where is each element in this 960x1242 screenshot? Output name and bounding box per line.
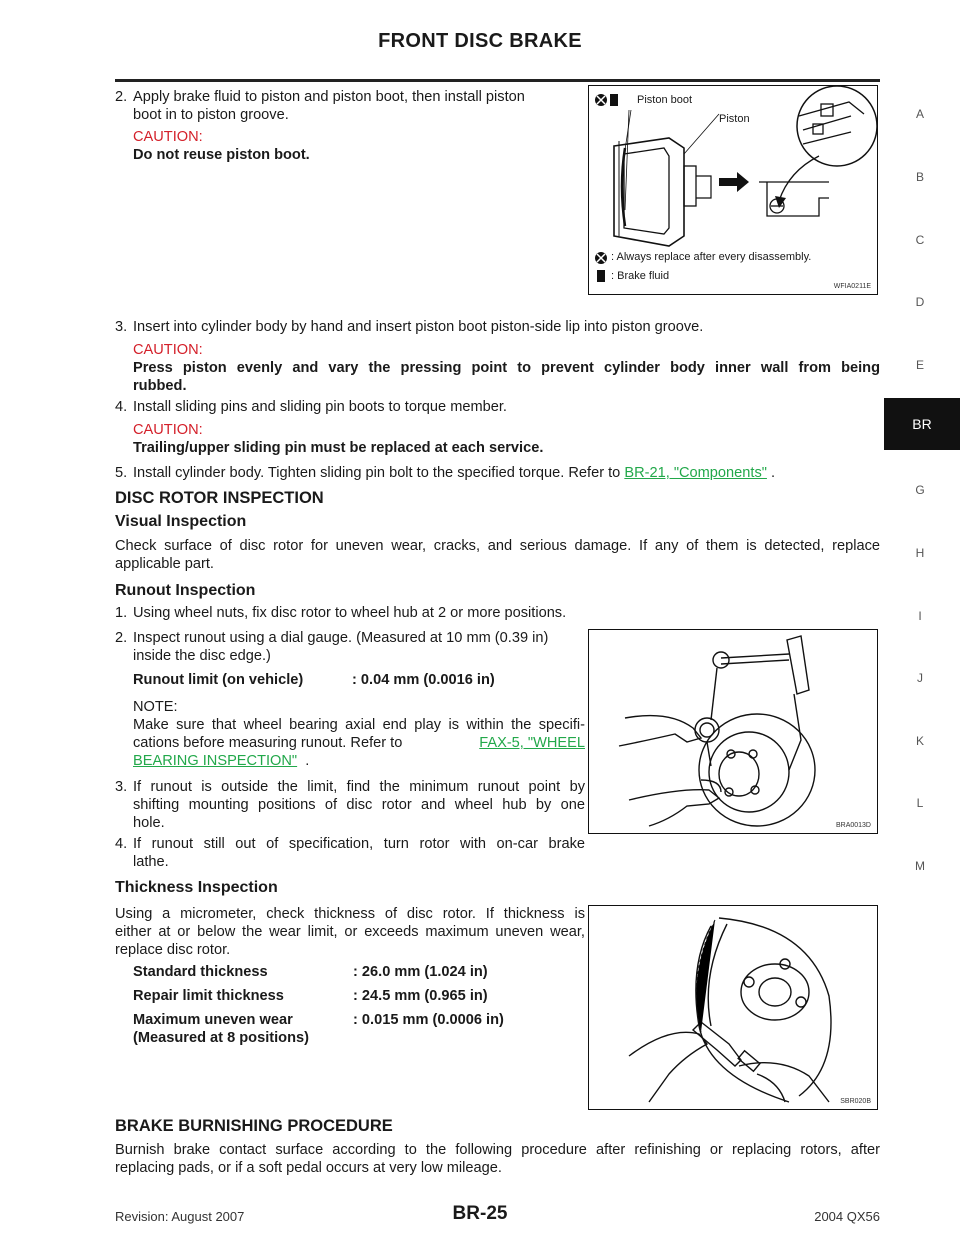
section-heading: DISC ROTOR INSPECTION (115, 489, 324, 507)
subsection-heading: Runout Inspection (115, 582, 256, 599)
runout-step-1: 1. Using wheel nuts, fix disc rotor to wheel hub at 2 or more positions. (115, 605, 567, 621)
section-index-h[interactable]: H (915, 546, 925, 560)
micrometer-figure (588, 905, 878, 1110)
step-2 (115, 88, 585, 164)
caution-text: Do not reuse piston boot. (133, 147, 310, 163)
spec-row: Standard thickness : 26.0 mm (1.024 in) (133, 964, 488, 980)
section-index-j[interactable]: J (917, 671, 923, 685)
burnish-text: Burnish brake contact surface according to the following procedure after refinishing or replacing rotors, after replacing pads, or if a soft pedal occurs at very low mileage. (115, 1142, 880, 1176)
label-piston-boot: Piston boot (637, 94, 693, 106)
page-number: BR-25 (452, 1203, 508, 1224)
label-piston: Piston (719, 113, 750, 125)
figure-code: SBR020B (840, 1098, 871, 1105)
caution-label: CAUTION: (133, 342, 203, 358)
section-index-g[interactable]: G (915, 483, 925, 497)
page-title: FRONT DISC BRAKE (378, 30, 582, 52)
runout-step-3: 3. If runout is outside the limit, find the minimum runout point by shifting mounting positions of disc rotor and wheel hub by one hole. (115, 779, 585, 831)
micrometer-illustration (589, 906, 877, 1109)
step-text: Insert into cylinder body by hand and insert piston boot piston-side lip into piston groove. (133, 319, 704, 335)
runout-step-4: 4. If runout still out of specification, turn rotor with on-car brake lathe. (115, 836, 585, 870)
section-index-m[interactable]: M (915, 859, 925, 873)
step-text: Install sliding pins and sliding pin boots to torque member. (133, 399, 507, 415)
step-number: 5. (115, 465, 128, 481)
thickness-text: Using a micrometer, check thickness of disc rotor. If thickness is either at or below the wear limit, or exceeds maximum uneven wear, replace disc rotor. (115, 906, 585, 958)
section-index-br-active[interactable]: BR (884, 398, 960, 450)
step-5: 5. Install cylinder body. Tighten sliding pin bolt to the specified torque. Refer to BR-21, "Components" . (115, 465, 776, 481)
section-index-e[interactable]: E (915, 358, 924, 372)
figure-code: BRA0013D (835, 822, 871, 829)
section-index-k[interactable]: K (915, 734, 924, 748)
step-text: boot in to piston groove. (133, 107, 289, 123)
section-index-d[interactable]: D (915, 295, 925, 309)
dial-gauge-illustration (589, 630, 877, 833)
step-number: 2. (115, 89, 128, 105)
runout-step-2: 2. Inspect runout using a dial gauge. (Measured at 10 mm (0.39 in) inside the disc edge.) (115, 630, 549, 664)
note-label: NOTE: (133, 699, 178, 715)
caution-text: Trailing/upper sliding pin must be replaced at each service. (133, 440, 544, 456)
legend-replace: : Always replace after every disassembly. (611, 251, 812, 263)
visual-inspection-text: Check surface of disc rotor for uneven wear, cracks, and serious damage. If any of them is detected, replace applicable part. (115, 538, 880, 572)
components-link[interactable]: BR-21, "Components" (624, 465, 767, 481)
caution-label: CAUTION: (133, 129, 203, 145)
revision-date: Revision: August 2007 (115, 1209, 245, 1224)
step-text: Apply brake fluid to piston and piston boot, then install piston (133, 89, 525, 105)
section-index-c[interactable]: C (915, 233, 925, 247)
brake-fluid-icon (610, 94, 618, 106)
section-heading: BRAKE BURNISHING PROCEDURE (115, 1117, 393, 1135)
step-4 (115, 398, 880, 457)
spec-row: Repair limit thickness : 24.5 mm (0.965 in) (133, 988, 488, 1004)
runout-spec-value: : 0.04 mm (0.0016 in) (352, 672, 495, 688)
step-text: Install cylinder body. Tighten sliding pin bolt to the specified torque. Refer to (133, 465, 621, 481)
subsection-heading: Thickness Inspection (115, 879, 278, 896)
dial-gauge-figure (588, 629, 878, 834)
runout-note: NOTE: Make sure that wheel bearing axial end play is within the specifi- cations before measuring runout. Refer to FAX-5, "WHEEL BEARING INSPECTION" . (133, 699, 585, 769)
model-year: 2004 QX56 (814, 1209, 880, 1224)
figure-code: WFIA0211E (833, 283, 871, 290)
section-index-b[interactable]: B (915, 170, 924, 184)
section-index-a[interactable]: A (915, 107, 924, 121)
spec-row: Maximum uneven wear (Measured at 8 positions) : 0.015 mm (0.0006 in) (133, 1012, 504, 1046)
wheel-bearing-link-cont[interactable]: BEARING INSPECTION" (133, 753, 298, 769)
caution-text: Press piston evenly and vary the pressing point to prevent cylinder body inner wall from being (133, 360, 880, 376)
section-index-i[interactable]: I (918, 609, 922, 623)
step-number: 4. (115, 399, 128, 415)
runout-spec-label: Runout limit (on vehicle) (133, 672, 304, 688)
replace-icon (595, 94, 607, 106)
wheel-bearing-link[interactable]: FAX-5, "WHEEL (479, 735, 585, 751)
step-number: 3. (115, 319, 128, 335)
step-3 (115, 318, 880, 395)
caution-label: CAUTION: (133, 422, 203, 438)
subsection-heading: Visual Inspection (115, 513, 247, 530)
caution-text: rubbed. (133, 378, 187, 394)
thickness-spec-table (133, 963, 504, 1053)
piston-boot-figure (588, 85, 878, 295)
header-rule (115, 79, 880, 82)
legend-brake-fluid: : Brake fluid (611, 270, 670, 282)
section-index-l[interactable]: L (916, 796, 924, 810)
